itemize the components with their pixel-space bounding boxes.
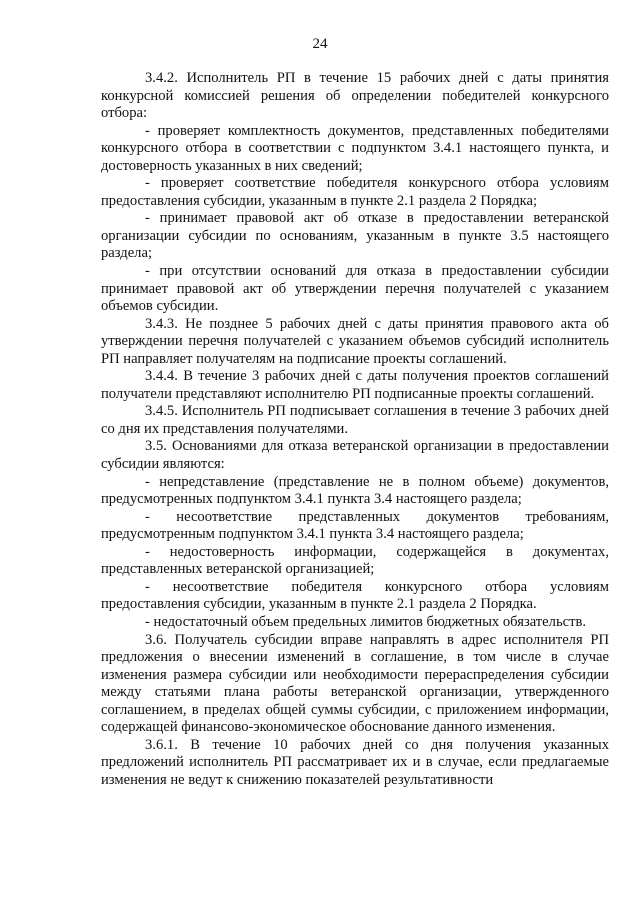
paragraph: 3.6.1. В течение 10 рабочих дней со дня получения указанных предложений исполнитель РП рассматривает их и в случае, если предлагаемые изменения не ведут к снижению показателей результативности — [101, 736, 609, 788]
paragraph: 3.4.5. Исполнитель РП подписывает соглашения в течение 3 рабочих дней со дня их представления получателями. — [101, 403, 609, 437]
list-item: - недостаточный объем предельных лимитов бюджетных обязательств. — [145, 613, 586, 630]
list-item: - несоответствие победителя конкурсного отбора условиям предоставления субсидии, указанным в пункте 2.1 раздела 2 Порядка. — [101, 578, 609, 613]
paragraph: 3.4.3. Не позднее 5 рабочих дней с даты принятия правового акта об утверждении перечня получателей с указанием объемов субсидий исполнитель РП направляет получателям на подписание проекты соглашений. — [101, 315, 609, 367]
list-item: - проверяет соответствие победителя конкурсного отбора условиям предоставления субсидии, указанным в пункте 2.1 раздела 2 Порядка; — [101, 175, 609, 209]
list-item: - недостоверность информации, содержащейся в документах, представленных ветеранской организацией; — [101, 543, 609, 578]
paragraph: 3.4.2. Исполнитель РП в течение 15 рабочих дней с даты принятия конкурсной комиссией решения об определении победителей конкурсного отбора: — [101, 70, 609, 122]
list-item: - проверяет комплектность документов, представленных победителями конкурсного отбора в соответствии с подпунктом 3.4.1 настоящего пункта, и достоверность указанных в них сведений; — [101, 122, 609, 174]
page-number: 24 — [312, 36, 328, 52]
list-item: - принимает правовой акт об отказе в предоставлении ветеранской организации субсидии по основаниям, указанным в пункте 3.5 настоящего раздела; — [101, 210, 609, 262]
paragraph: 3.4.4. В течение 3 рабочих дней с даты получения проектов соглашений получатели представляют исполнителю РП подписанные проекты соглашений. — [101, 368, 609, 402]
list-item: - при отсутствии оснований для отказа в предоставлении субсидии принимает правовой акт об утверждении перечня получателей с указанием объемов субсидии. — [101, 263, 609, 315]
paragraph: 3.5. Основаниями для отказа ветеранской организации в предоставлении субсидии являются: — [101, 438, 609, 473]
list-item: - несоответствие представленных документов требованиям, предусмотренным подпунктом 3.4.1 пункта 3.4 настоящего раздела; — [101, 508, 609, 543]
paragraph: 3.6. Получатель субсидии вправе направлять в адрес исполнителя РП предложения о внесении изменений в соглашение, в том числе в случае изменения размера субсидии или необходимости перераспределения субсидии между статьями плана работы ветеранской организации, утвержденного соглашением, в пределах общей суммы субсидии, с приложением информации, содержащей финансово-экономическое обоснование данного изменения. — [101, 631, 609, 736]
document-body — [101, 70, 609, 789]
list-item: - непредставление (представление не в полном объеме) документов, предусмотренных подпунктом 3.4.1 пункта 3.4 настоящего раздела; — [101, 473, 609, 508]
